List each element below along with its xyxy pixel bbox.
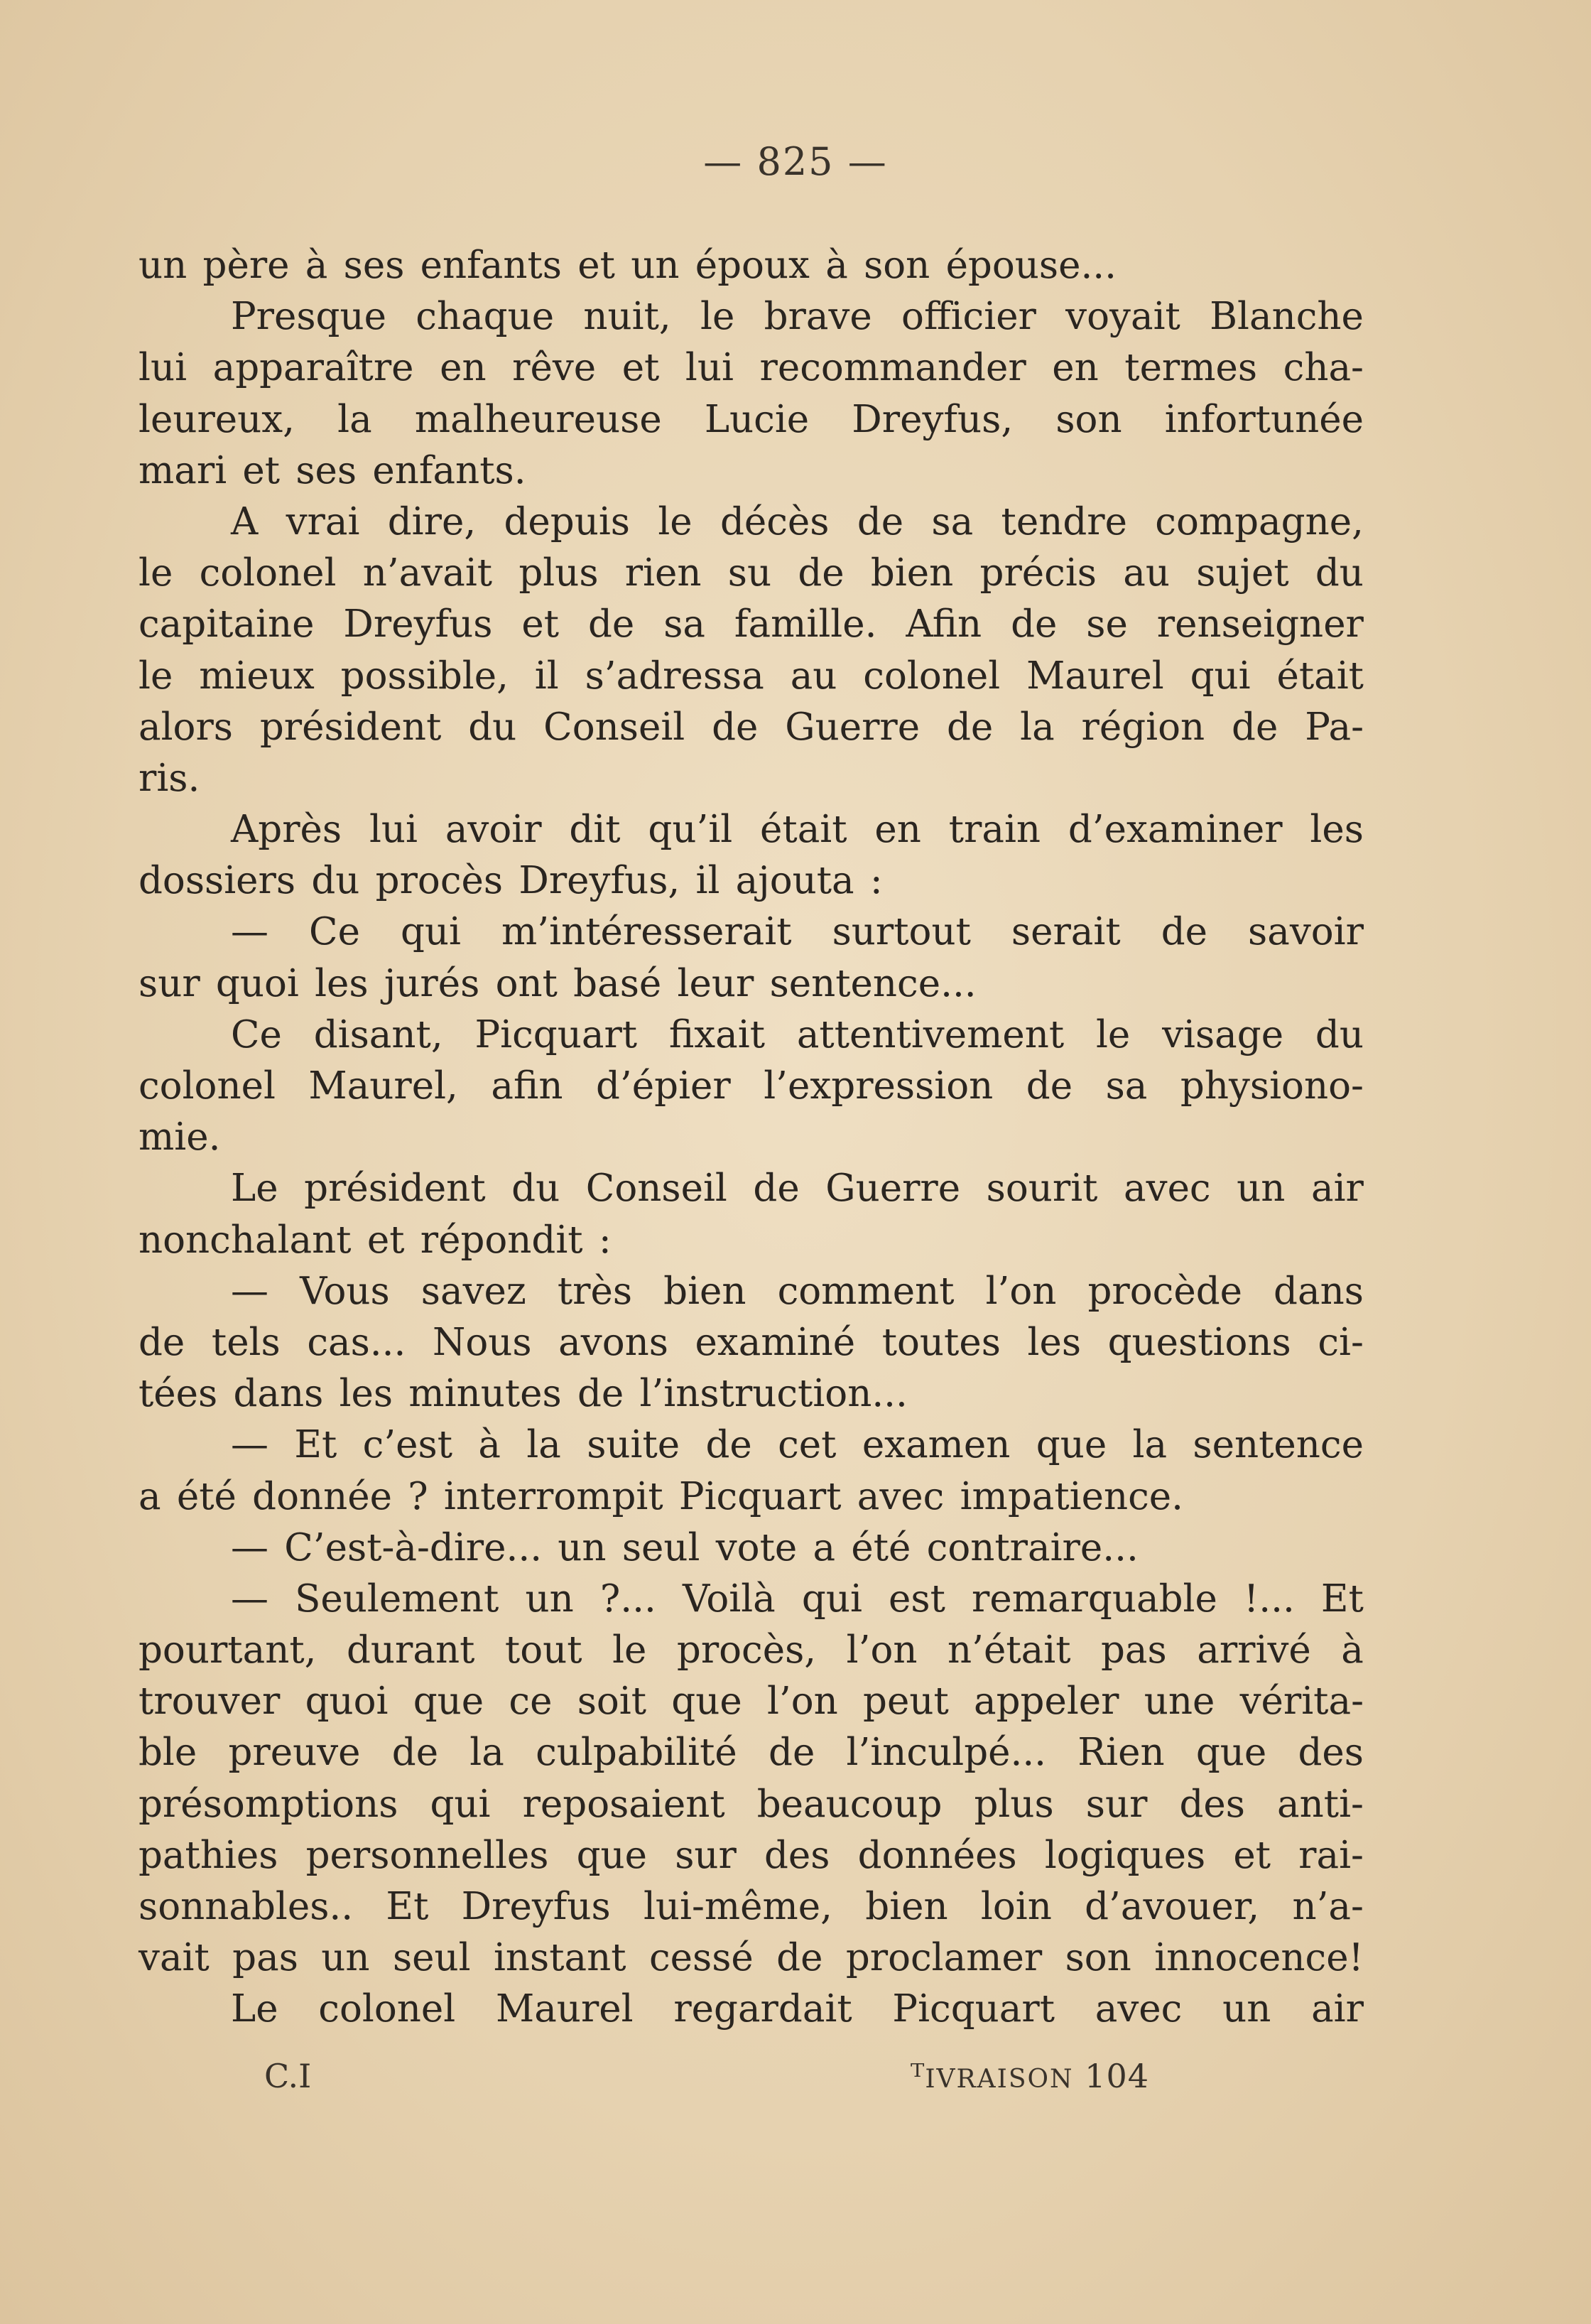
text-line: mari et ses enfants. (139, 448, 526, 492)
text-line: colonel Maurel, afin d’épier l’expression de sa physiono- (139, 1064, 1364, 1108)
livraison-number: 104 (1085, 2057, 1149, 2095)
text-line: ris. (139, 756, 200, 800)
livraison-label: IVRAISON (925, 2065, 1074, 2094)
text-line: Presque chaque nuit, le brave officier voyait Blanche (231, 295, 1364, 339)
text-line: Après lui avoir dit qu’il était en train d’examiner les (231, 808, 1364, 852)
text-line: Ce disant, Picquart fixait attentivement le visage du (231, 1012, 1364, 1056)
text-line: nonchalant et répondit : (139, 1218, 612, 1262)
text-line: sonnables.. Et Dreyfus lui-même, bien loin d’avouer, n’a- (139, 1885, 1364, 1928)
text-line: a été donnée ? interrompit Picquart avec impatience. (139, 1474, 1183, 1518)
page-number: — 825 — (703, 139, 888, 184)
text-line: alors président du Conseil de Guerre de la région de Pa- (139, 705, 1364, 749)
text-line: — C’est-à-dire... un seul vote a été contraire... (231, 1525, 1139, 1569)
text-line: — Seulement un ?... Voilà qui est remarquable !... Et (231, 1577, 1364, 1621)
livraison-prefix: ᵀ (911, 2057, 925, 2095)
text-line: — Vous savez très bien comment l’on procède dans (231, 1269, 1364, 1313)
text-line: vait pas un seul instant cessé de proclamer son innocence! (139, 1936, 1364, 1980)
text-line: dossiers du procès Dreyfus, il ajouta : (139, 859, 883, 903)
text-line: sur quoi les jurés ont basé leur sentence... (139, 961, 977, 1005)
text-line: Le président du Conseil de Guerre sourit avec un air (231, 1167, 1364, 1211)
text-line: leureux, la malheureuse Lucie Dreyfus, son infortunée (139, 397, 1364, 441)
text-line: tées dans les minutes de l’instruction... (139, 1372, 908, 1416)
text-line: mie. (139, 1115, 221, 1160)
body-text (139, 240, 1364, 2036)
page-footer (0, 2057, 1591, 2114)
signature-mark: C.I (264, 2057, 312, 2095)
text-line: pathies personnelles que sur des données logiques et rai- (139, 1833, 1364, 1877)
text-line: le colonel n’avait plus rien su de bien précis au sujet du (139, 551, 1364, 595)
text-line: pourtant, durant tout le procès, l’on n’était pas arrivé à (139, 1628, 1364, 1672)
text-line: le mieux possible, il s’adressa au colonel Maurel qui était (139, 654, 1364, 698)
text-line: de tels cas... Nous avons examiné toutes les questions ci- (139, 1320, 1364, 1364)
text-line: A vrai dire, depuis le décès de sa tendre compagne, (231, 499, 1364, 544)
text-line: — Ce qui m’intéresserait surtout serait de savoir (231, 910, 1364, 954)
text-line: capitaine Dreyfus et de sa famille. Afin de se renseigner (139, 602, 1364, 647)
livraison-mark (911, 2057, 1149, 2095)
text-line: présomptions qui reposaient beaucoup plus sur des anti- (139, 1782, 1364, 1826)
text-line: Le colonel Maurel regardait Picquart avec un air (231, 1987, 1364, 2031)
text-line: ble preuve de la culpabilité de l’inculpé... Rien que des (139, 1731, 1364, 1775)
text-line: un père à ses enfants et un époux à son épouse... (139, 244, 1117, 287)
text-line: trouver quoi que ce soit que l’on peut appeler une vérita- (139, 1680, 1364, 1724)
text-line: lui apparaître en rêve et lui recommander en termes cha- (139, 346, 1364, 390)
text-line: — Et c’est à la suite de cet examen que la sentence (231, 1423, 1364, 1467)
